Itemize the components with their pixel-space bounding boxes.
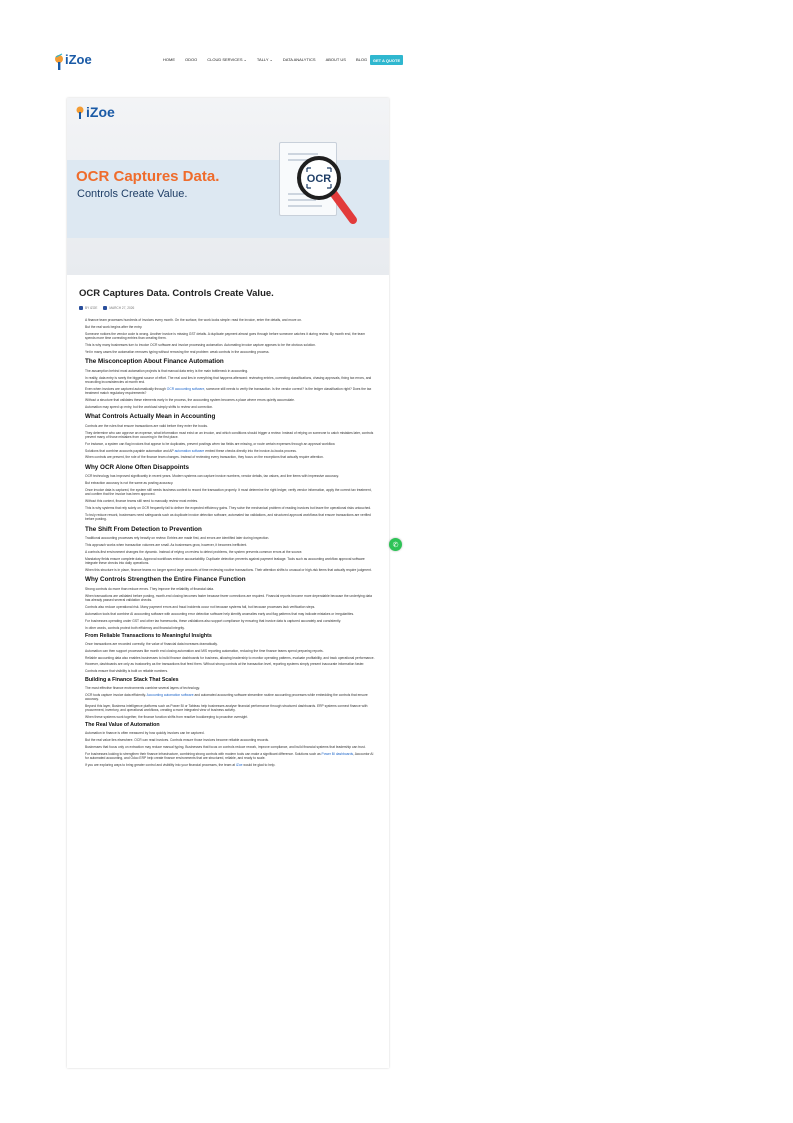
get-a-quote-button[interactable]: GET A QUOTE xyxy=(370,55,403,65)
paragraph-text: Solutions that combine accounts payable automation and AP xyxy=(85,448,175,453)
paragraph: Without a structure that validates these elements early in the process, the accounting system becomes a place where errors quietly accumulate. xyxy=(85,397,295,402)
hero-headline: OCR Captures Data. xyxy=(76,168,220,185)
paragraph: Strong controls do more than reduce errors. They improve the reliability of financial data. xyxy=(85,586,214,591)
paragraph: But the real work begins after the entry. xyxy=(85,324,143,329)
nav-cloud-services-label: CLOUD SERVICES xyxy=(207,57,243,62)
inline-link[interactable]: Power BI dashboards xyxy=(321,751,354,756)
paragraph: Automation tools that combine AI accounting software with accounting error detection software help identify anomalies early and flag patterns that may indicate mistakes or irregularities. xyxy=(85,611,355,616)
paragraph: Traditional accounting processes rely heavily on review. Entries are made first, and errors are identified later during inspection. xyxy=(85,536,270,541)
section-heading: The Misconception About Finance Automation xyxy=(85,358,224,366)
paragraph xyxy=(85,387,375,396)
paragraph: Without this context, finance teams still need to manually review most entries. xyxy=(85,499,199,504)
inline-link[interactable]: iZoe xyxy=(236,763,243,768)
paragraph-text: OCR tools capture invoice data efficiently. xyxy=(85,692,147,697)
section-heading: Why OCR Alone Often Disappoints xyxy=(85,463,190,471)
article-card xyxy=(67,98,389,1068)
ocr-badge: OCR xyxy=(306,173,332,185)
nav-tally[interactable] xyxy=(257,57,273,62)
paragraph: This is why many businesses turn to invoice OCR software and invoice processing automation. Automating invoice capture appears to be the obvious solution. xyxy=(85,342,316,347)
paragraph: When these systems work together, the finance function shifts from reactive bookkeeping to proactive oversight. xyxy=(85,714,249,719)
section-heading: Why Controls Strengthen the Entire Finance Function xyxy=(85,576,246,584)
paragraph: When this structure is in place, finance teams no longer spend large amounts of time reviewing routine transactions. Their attention shifts to unusual or high-risk items that actually require judgment. xyxy=(85,567,372,572)
article-title: OCR Captures Data. Controls Create Value. xyxy=(79,288,274,299)
paragraph: Controls are the rules that ensure transactions are valid before they enter the books. xyxy=(85,423,208,428)
calendar-icon xyxy=(103,306,107,310)
paragraph: Controls ensure that visibility is built on reliable numbers. xyxy=(85,669,169,674)
nav-about-us[interactable]: ABOUT US xyxy=(325,57,346,62)
paragraph: Yet in many cases the automation removes typing without removing the real problem: weak controls in the accounting process. xyxy=(85,349,270,354)
paragraph: This is why systems that rely solely on OCR frequently fail to deliver the expected efficiency gains. They solve the mechanical problem of reading invoices but leave the operational risks untouched. xyxy=(85,506,372,511)
paragraph: When controls are present, the role of the finance team changes. Instead of reviewing every transaction, they focus on the exceptions that actually require attention. xyxy=(85,455,324,460)
paragraph: For businesses operating under GST and other tax frameworks, these validations also support compliance by ensuring that invoice data is captured accurately and consistently. xyxy=(85,618,342,623)
paragraph: Automation can then support processes like month end closing automation and MIS reporting automation, reducing the time finance teams spend preparing reports. xyxy=(85,648,324,653)
paragraph: They determine who can approve an expense, what information must exist on an invoice, and which conditions should trigger a review. Instead of relying on someone to catch mistakes later, controls prevent many of those mistakes from occurring in the first place. xyxy=(85,430,374,439)
article-meta xyxy=(79,306,140,310)
site-logo-text[interactable]: iZoe xyxy=(65,52,92,67)
paragraph-text: For businesses looking to strengthen their finance infrastructure, combining strong controls with modern tools can make a significant difference. Solutions such as xyxy=(85,751,322,756)
paragraph xyxy=(85,449,375,453)
paragraph-text: would be glad to help. xyxy=(242,763,276,768)
paragraph: Beyond this layer, Business intelligence platforms such as Power BI or Tableau help businesses analyse financial performance through structured dashboards. ERP systems connect finance with procurement, inventory, and operational workflows, creating a more integrated view of business activity. xyxy=(85,703,368,713)
paragraph: In reality, data entry is rarely the biggest source of effort. The real cost lies in everything that happens afterward: reviewing entries, correcting classifications, chasing approvals, fixing tax errors, and reconciling inconsistencies at month end. xyxy=(85,375,372,384)
paragraph: Once invoice data is captured, the system still needs business context to record the transaction properly. It must determine the right ledger, verify vendor information, apply the correct tax treatment, and confirm that the invoice has been approved. xyxy=(85,488,372,497)
chevron-down-icon: ⌄ xyxy=(243,57,247,62)
main-nav xyxy=(163,57,377,62)
paragraph: Businesses that focus only on extraction may reduce manual typing. Businesses that focus on controls reduce rework, improve compliance, and build financial systems that leadership can trust. xyxy=(85,745,366,750)
paragraph: But the real value lies elsewhere. OCR can read invoices. Controls ensure those invoices become reliable accounting records. xyxy=(85,738,269,743)
paragraph: Mandatory fields ensure complete data. Approval workflows enforce accountability. Duplicate detection prevents against payment leakage. Tools such as accounting workflow approval software integrate these checks into daily operations. xyxy=(85,556,365,566)
paragraph: A controls-first environment changes the dynamic. Instead of relying on review to detect problems, the system prevents common errors at the source. xyxy=(85,549,303,554)
whatsapp-icon[interactable]: ✆ xyxy=(389,538,402,551)
article-date: MARCH 27, 2026 xyxy=(109,306,135,310)
paragraph: Automation may speed up entry, but the workload simply shifts to review and correction. xyxy=(85,404,214,409)
inline-link[interactable]: automation software xyxy=(174,448,205,453)
nav-home[interactable]: HOME xyxy=(163,57,175,62)
paragraph xyxy=(85,752,375,761)
paragraph: To truly reduce rework, businesses need safeguards such as duplicate invoice detection software, automated tax validations, and structured approval workflows that ensure transactions are verified before posting. xyxy=(85,513,371,522)
paragraph: This approach works when transaction volumes are small. As businesses grow, however, it becomes inefficient. xyxy=(85,543,248,547)
section-heading: The Real Value of Automation xyxy=(85,722,160,729)
nav-blog[interactable]: BLOG xyxy=(355,57,368,62)
inline-link[interactable]: Accounting automation software xyxy=(146,692,194,697)
chevron-down-icon: ⌄ xyxy=(269,57,273,62)
magnifier-icon xyxy=(295,148,375,228)
paragraph: A finance team processes hundreds of invoices every month. On the surface, the work looks simple: read the invoice, enter the details, and move on. xyxy=(85,318,302,322)
paragraph: Controls also reduce operational risk. Many payment errors and fraud incidents occur not because systems fail, but because processes lack verification steps. xyxy=(85,604,316,609)
nav-odoo[interactable]: ODOO xyxy=(185,57,198,62)
hero-subheadline: Controls Create Value. xyxy=(77,188,188,200)
paragraph-text: and automated accounting software streamline routine accounting processes while embedding the controls that ensure accuracy. xyxy=(85,692,368,701)
paragraph: Someone notices the vendor code is wrong. Another invoice is missing GST details. A duplicate payment almost goes through before someone catches it during review. By month end, the team spends more time correcting entries than creating them. xyxy=(85,331,365,341)
hero-logo-icon xyxy=(75,105,85,119)
user-icon xyxy=(79,306,83,310)
inline-link[interactable]: OCR accounting software xyxy=(166,386,205,391)
paragraph: OCR technology has improved significantly in recent years. Modern systems can capture invoice numbers, vendor details, tax values, and line items with impressive accuracy. xyxy=(85,474,339,479)
paragraph-text: If you are exploring ways to bring greater control and visibility into your financial processes, the team at xyxy=(85,763,237,768)
paragraph-text: embed these checks directly into the invoice-to-books process. xyxy=(204,448,297,453)
paragraph: Automation in finance is often measured by how quickly invoices can be captured. xyxy=(85,731,205,736)
nav-cloud-services[interactable] xyxy=(207,57,247,62)
paragraph: For instance, a system can flag invoices that appear to be duplicates, prevent postings when tax fields are missing, or route certain expenses through an approval workflow. xyxy=(85,441,336,446)
hero-image xyxy=(67,98,389,275)
hero-logo-text: iZoe xyxy=(86,104,115,120)
section-heading: Building a Finance Stack That Scales xyxy=(85,676,179,683)
paragraph xyxy=(85,693,375,702)
article-body xyxy=(85,318,375,770)
paragraph: Reliable accounting data also enables businesses to build finance dashboards for business, allowing leadership to monitor operating patterns, evaluate profitability, and track operational performance. xyxy=(85,655,375,660)
paragraph xyxy=(85,763,375,767)
paragraph-text: Even when invoices are captured automatically through xyxy=(85,386,167,391)
nav-tally-label: TALLY xyxy=(256,57,269,62)
paragraph: In other words, controls protect both efficiency and financial integrity. xyxy=(85,625,185,630)
article-author[interactable]: BY iZOE xyxy=(85,306,98,310)
paragraph-text: , Accountor AI for automated accounting, and Odoo ERP help create finance environments that are structured, reliable, and ready to scale. xyxy=(85,751,374,761)
section-heading: From Reliable Transactions to Meaningful Insights xyxy=(85,632,212,639)
paragraph: But extraction accuracy is not the same as posting accuracy. xyxy=(85,481,174,486)
section-heading: The Shift From Detection to Prevention xyxy=(85,525,202,533)
paragraph: When transactions are validated before posting, month-end closing becomes faster because fewer corrections are required. Financial reports become more dependable because the underlying data has already passed several validation checks. xyxy=(85,593,372,602)
paragraph: However, dashboards are only as trustworthy as the transactions that feed them. Without strong controls at the transaction level, reporting systems simply present inaccurate information faster. xyxy=(85,662,365,667)
nav-data-analytics[interactable]: DATA ANALYTICS xyxy=(282,57,316,62)
paragraph: The assumption behind most automation projects is that manual data entry is the main bottleneck in accounting. xyxy=(85,368,249,373)
paragraph: The most effective finance environments combine several layers of technology. xyxy=(85,685,200,690)
section-heading: What Controls Actually Mean in Accounting xyxy=(85,413,216,421)
paragraph-text: , someone still needs to verify the transaction. Is the vendor correct? Is the ledger classification right? Does the tax treatment match regulatory requirements? xyxy=(85,386,372,396)
paragraph: Once transactions are recorded correctly, the value of financial data increases dramatically. xyxy=(85,641,218,646)
